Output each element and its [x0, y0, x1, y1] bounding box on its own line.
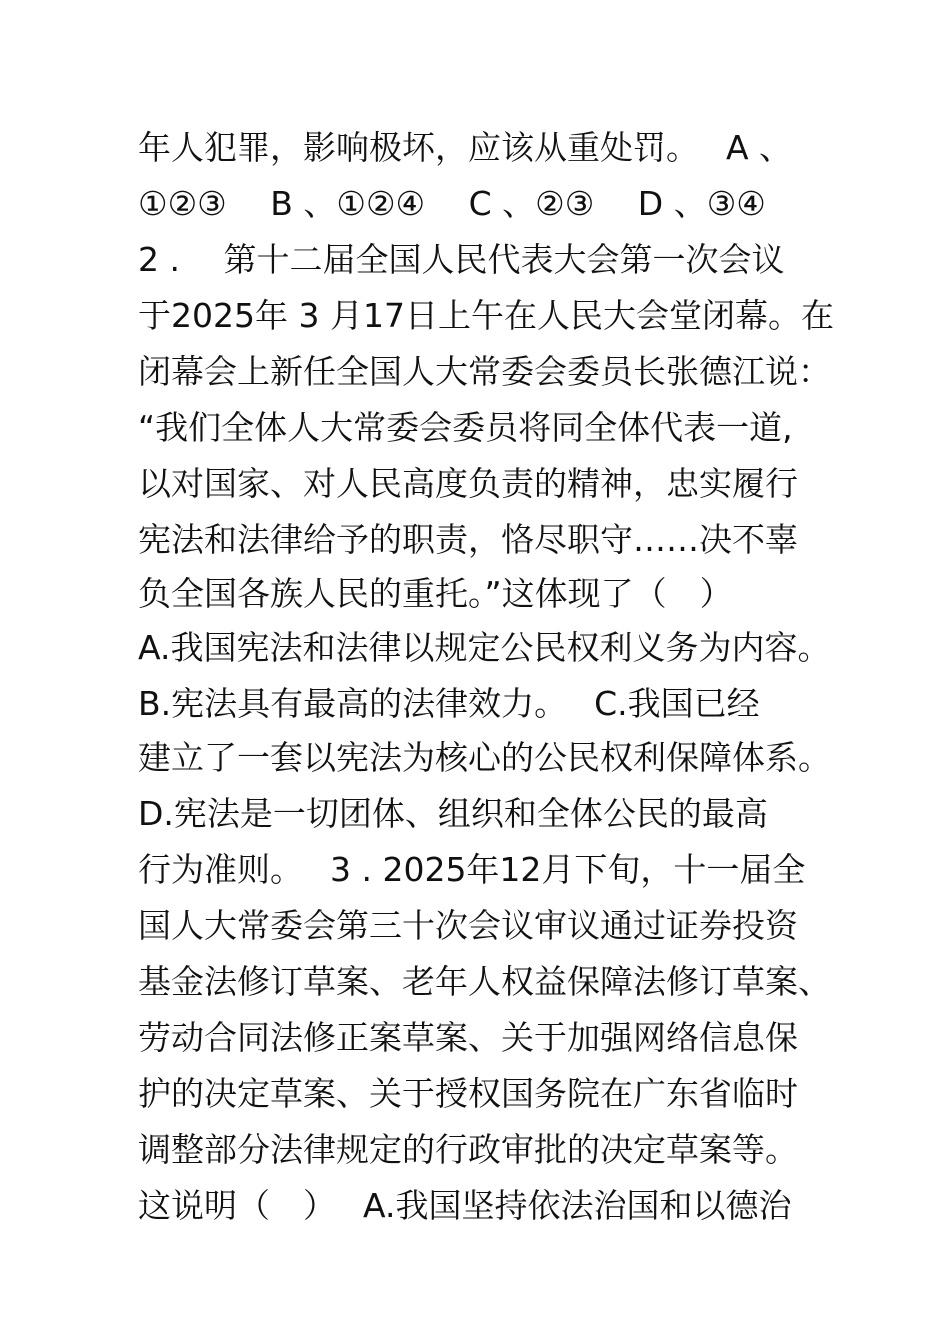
text-line: 基金法修订草案、老年人权益保障法修订草案、 [138, 962, 831, 1001]
text-line: 调整部分法律规定的行政审批的决定草案等。 [138, 1130, 798, 1169]
text-line: A.我国宪法和法律以规定公民权利义务为内容。 [138, 628, 831, 667]
text-line: 于2025年 3 月17日上午在人民大会堂闭幕。在 [138, 296, 834, 335]
text-line: 建立了一套以宪法为核心的公民权利保障体系。 [138, 738, 831, 777]
text-line: “我们全体人大常委会委员将同全体代表一道, [138, 408, 793, 447]
text-line: ①②③ B 、①②④ C 、②③ D 、③④ [138, 184, 766, 223]
text-line: 劳动合同法修正案草案、关于加强网络信息保 [138, 1018, 798, 1057]
text-line: 闭幕会上新任全国人大常委会委员长张德江说： [138, 352, 831, 391]
text-line: 年人犯罪，影响极坏，应该从重处罚。 A 、 [138, 128, 793, 167]
text-line: 行为准则。 3 . 2025年12月下旬，十一届全 [138, 850, 806, 889]
text-line: B.宪法具有最高的法律效力。 C.我国已经 [138, 684, 760, 723]
text-line: D.宪法是一切团体、组织和全体公民的最高 [138, 794, 768, 833]
text-line: 负全国各族人民的重托。”这体现了（ ） [138, 574, 733, 613]
text-line: 宪法和法律给予的职责，恪尽职守……决不辜 [138, 520, 798, 559]
text-line: 以对国家、对人民高度负责的精神，忠实履行 [138, 464, 798, 503]
text-line: 护的决定草案、关于授权国务院在广东省临时 [138, 1074, 798, 1113]
text-line: 这说明（ ） A.我国坚持依法治国和以德治 [138, 1186, 792, 1225]
text-line: 2 . 第十二届全国人民代表大会第一次会议 [138, 240, 785, 279]
text-line: 国人大常委会第三十次会议审议通过证券投资 [138, 906, 798, 945]
